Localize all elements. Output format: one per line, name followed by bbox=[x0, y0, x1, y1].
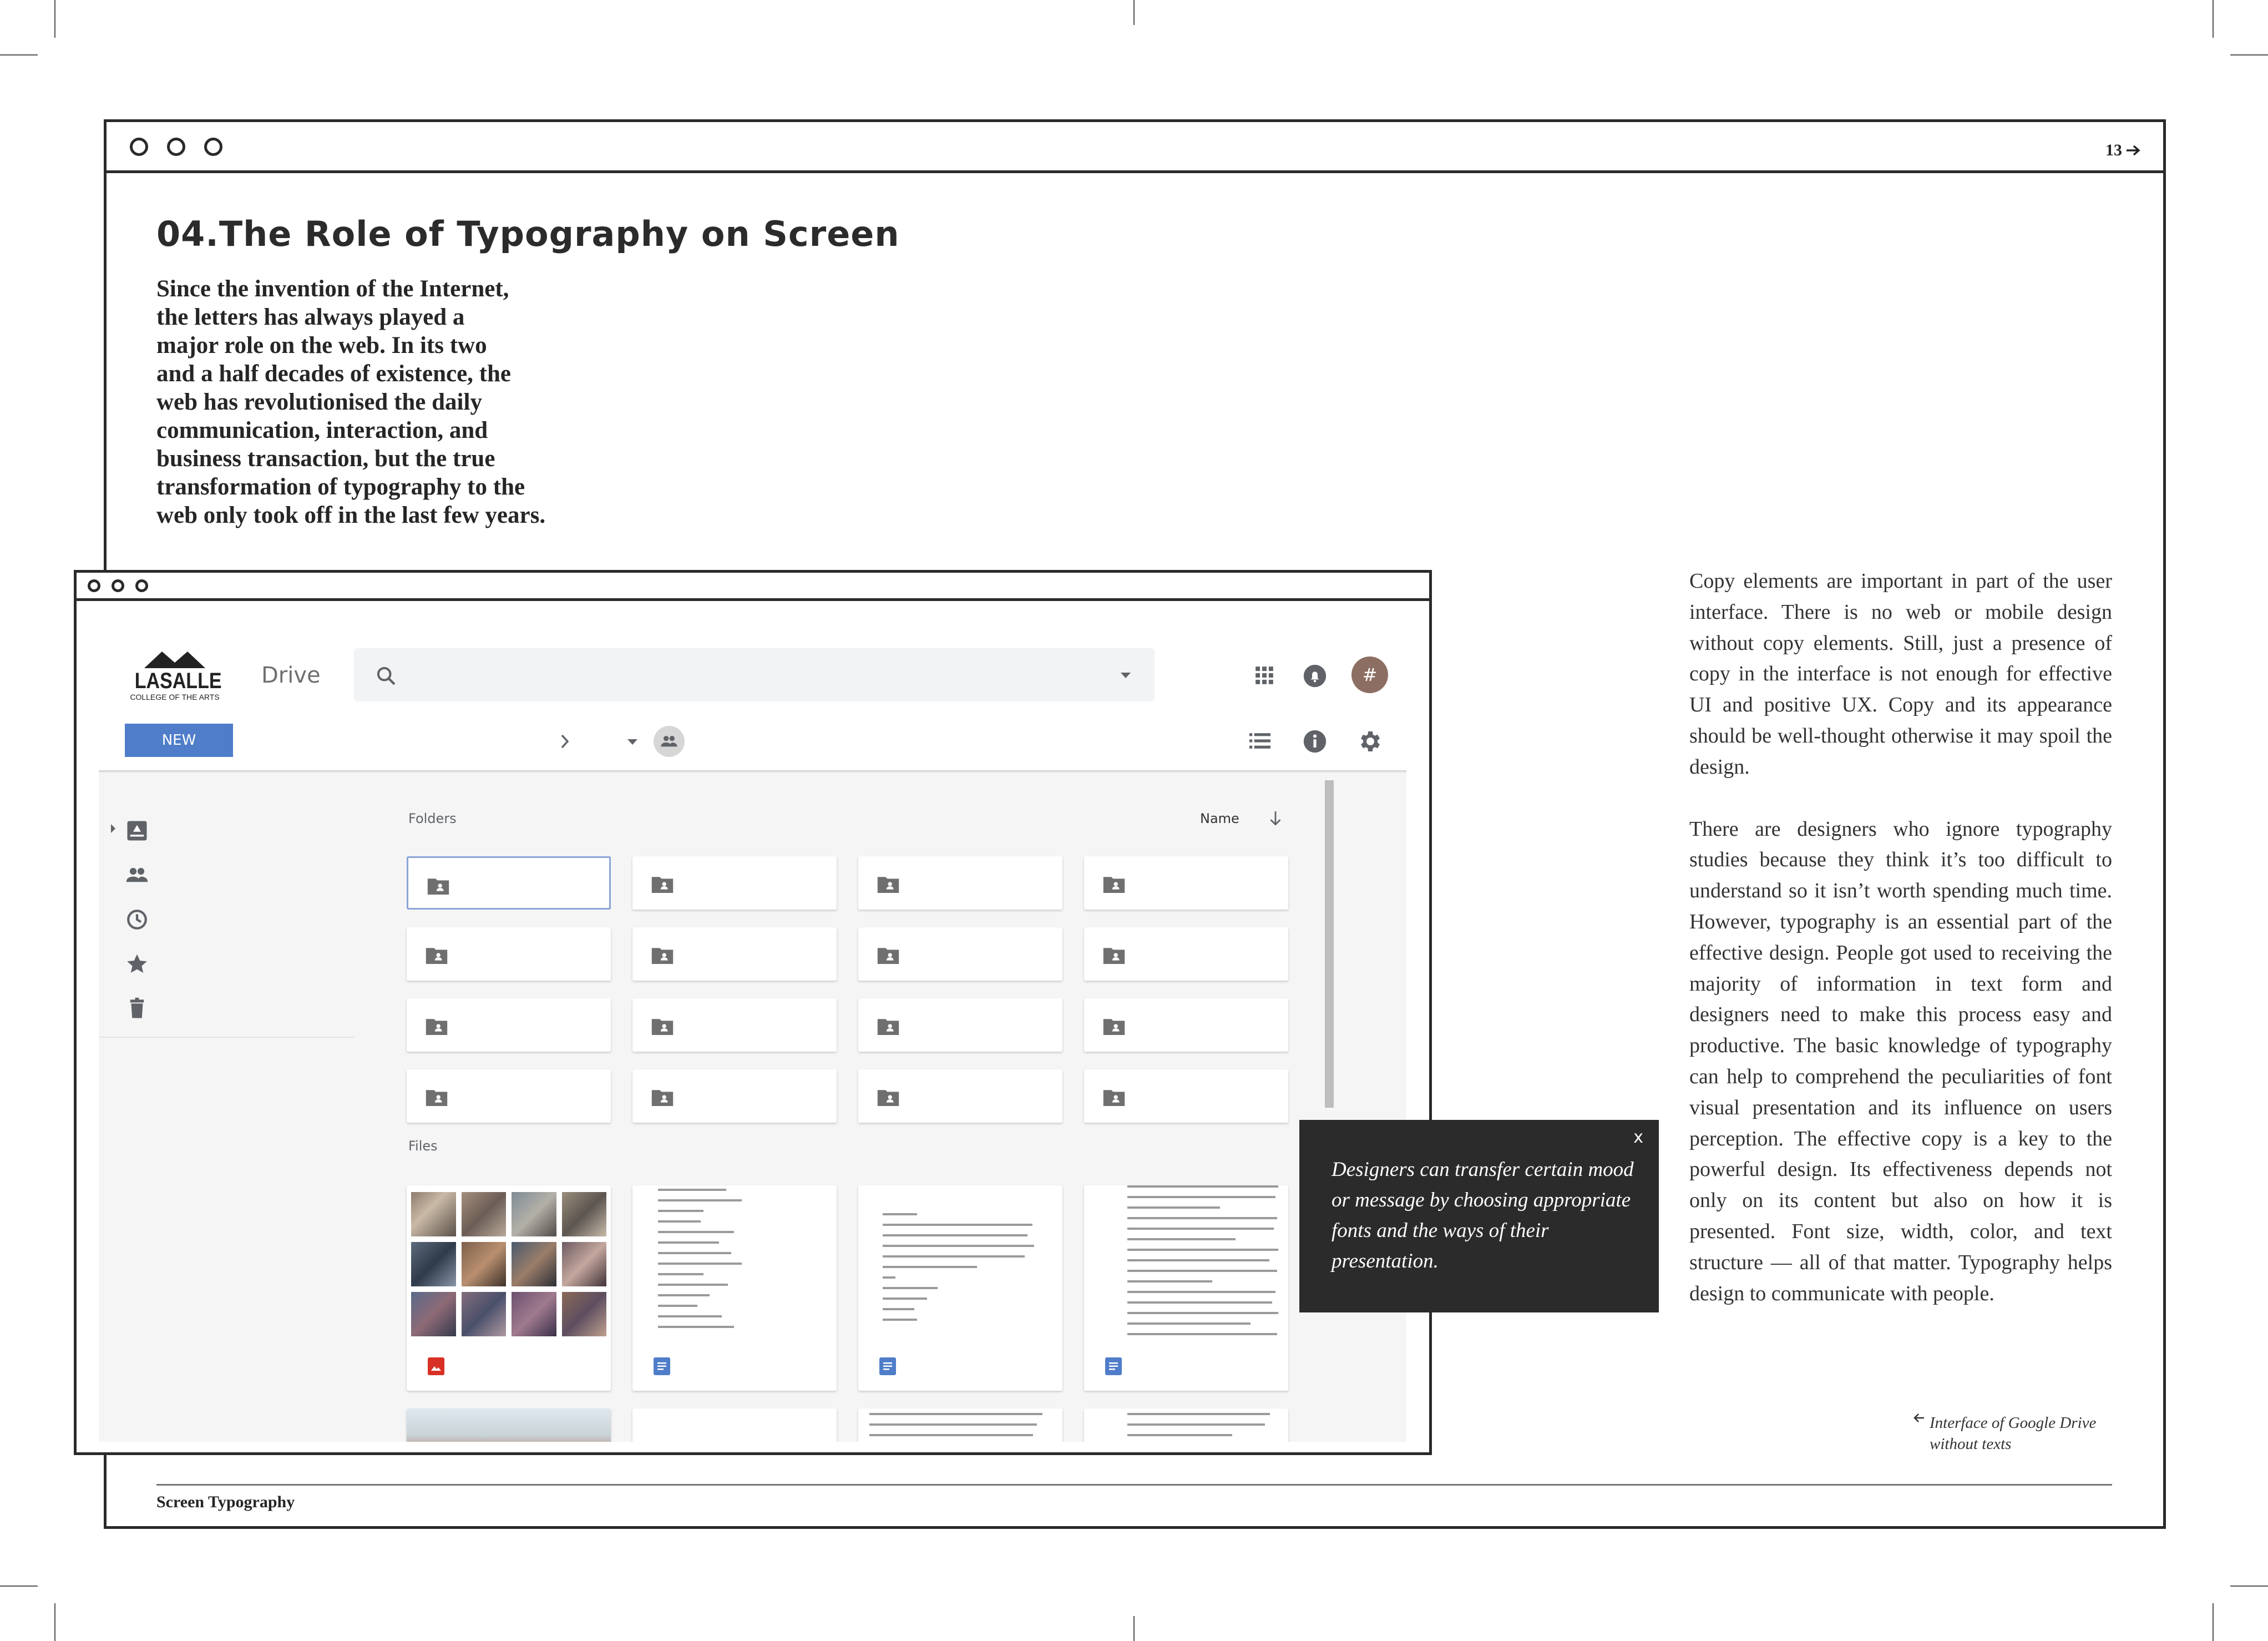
shared-folder-icon bbox=[651, 1017, 674, 1035]
shared-folder-icon bbox=[426, 946, 448, 964]
file-card-image[interactable] bbox=[407, 1185, 611, 1391]
lead-line: web has revolutionised the daily bbox=[156, 389, 482, 415]
recent-clock-icon[interactable] bbox=[125, 908, 149, 931]
folder-card[interactable] bbox=[632, 927, 837, 981]
folder-card[interactable] bbox=[407, 998, 611, 1052]
list-view-icon[interactable] bbox=[1248, 730, 1272, 751]
photo-thumb bbox=[462, 1192, 507, 1236]
crop-mark bbox=[2230, 54, 2268, 55]
arrow-right-icon bbox=[2125, 144, 2141, 157]
tooltip-close-button[interactable]: x bbox=[1633, 1128, 1643, 1147]
shared-folder-icon bbox=[426, 1017, 448, 1035]
photo-thumb bbox=[562, 1192, 607, 1236]
crop-mark bbox=[1133, 0, 1135, 25]
shared-folder-icon bbox=[877, 875, 899, 893]
shared-folder-icon bbox=[651, 875, 674, 893]
people-icon bbox=[660, 733, 679, 750]
screenshot-titlebar bbox=[77, 573, 1429, 601]
folder-card[interactable] bbox=[858, 998, 1062, 1052]
lead-paragraph bbox=[156, 275, 578, 529]
footer-rule bbox=[156, 1484, 2112, 1486]
folders-label: Folders bbox=[408, 811, 457, 826]
shared-folder-icon bbox=[1103, 1017, 1125, 1035]
folder-card[interactable] bbox=[1084, 927, 1288, 981]
photo-thumb bbox=[562, 1292, 607, 1336]
body-paragraph: Copy elements are important in part of the user interface. There is no web or mobile design without copy elements. Still, just a presence of copy in the interface is not enough for effective UI and positive UX. Copy and its appearance should be well-thought otherwise it may spoil the design. bbox=[1689, 569, 2112, 779]
page-title: 04.The Role of Typography on Screen bbox=[156, 214, 900, 254]
photo-thumb bbox=[407, 1408, 611, 1442]
lead-line: Since the invention of the Internet, bbox=[156, 276, 509, 302]
figure-caption bbox=[1930, 1412, 2096, 1455]
settings-gear-icon[interactable] bbox=[1356, 728, 1383, 755]
doc-file-icon bbox=[879, 1357, 896, 1375]
shared-people-icon[interactable] bbox=[654, 726, 685, 757]
doc-text-preview bbox=[858, 1185, 1062, 1341]
quote-tooltip bbox=[1299, 1120, 1659, 1312]
folder-card[interactable] bbox=[858, 856, 1062, 910]
file-card-doc[interactable] bbox=[858, 1408, 1062, 1442]
shared-folder-icon bbox=[651, 1088, 674, 1106]
image-glyph-icon bbox=[428, 1357, 444, 1375]
lead-line: business transaction, but the true bbox=[156, 446, 495, 472]
tooltip-text: Designers can transfer certain mood or message by choosing appropriate fonts and the ways of their presentation. bbox=[1332, 1158, 1634, 1273]
folder-card[interactable] bbox=[407, 927, 611, 981]
shared-folder-icon bbox=[651, 946, 674, 964]
lead-line: web only took off in the last few years. bbox=[156, 502, 546, 528]
shared-folder-icon bbox=[1103, 875, 1125, 893]
doc-file-icon bbox=[1105, 1357, 1122, 1375]
lead-line: and a half decades of existence, the bbox=[156, 361, 511, 387]
search-bar[interactable] bbox=[354, 648, 1155, 701]
window-dot bbox=[204, 138, 222, 156]
folder-card[interactable] bbox=[407, 1069, 611, 1123]
files-label: Files bbox=[408, 1138, 438, 1154]
caption-line: Interface of Google Drive bbox=[1930, 1414, 2097, 1432]
doc-lines-icon bbox=[879, 1357, 896, 1375]
shared-with-me-icon[interactable] bbox=[125, 864, 149, 887]
nav-divider bbox=[99, 1037, 354, 1038]
folder-card[interactable] bbox=[1084, 998, 1288, 1052]
photo-thumb bbox=[512, 1242, 556, 1286]
lead-line: major role on the web. In its two bbox=[156, 332, 487, 359]
lasalle-logo[interactable] bbox=[128, 649, 222, 710]
page-number bbox=[2105, 141, 2141, 160]
photo-thumb bbox=[512, 1192, 556, 1236]
doc-text-preview bbox=[1084, 1185, 1288, 1341]
lead-line: communication, interaction, and bbox=[156, 417, 488, 443]
crop-mark bbox=[2213, 0, 2214, 38]
new-button[interactable]: NEW bbox=[125, 724, 233, 757]
apps-grid-icon[interactable] bbox=[1254, 665, 1275, 686]
shared-folder-icon bbox=[877, 1017, 899, 1035]
crop-mark bbox=[2213, 1603, 2214, 1641]
image-file-icon bbox=[428, 1357, 444, 1375]
photo-thumb bbox=[562, 1242, 607, 1286]
window-dot bbox=[167, 138, 185, 156]
crop-mark bbox=[2230, 1586, 2268, 1587]
folder-card[interactable] bbox=[407, 856, 611, 910]
photo-collage-preview bbox=[407, 1185, 611, 1341]
crop-mark bbox=[0, 54, 38, 55]
lead-line: transformation of typography to the bbox=[156, 474, 525, 500]
folder-card[interactable] bbox=[1084, 1069, 1288, 1123]
folder-card[interactable] bbox=[858, 1069, 1062, 1123]
file-card-doc[interactable] bbox=[632, 1185, 837, 1391]
avatar-letter: # bbox=[1362, 664, 1378, 685]
folder-card[interactable] bbox=[632, 998, 837, 1052]
doc-lines-icon bbox=[1105, 1357, 1122, 1375]
window-dot bbox=[130, 138, 148, 156]
window-dot bbox=[135, 579, 148, 592]
logo-subtitle: COLLEGE OF THE ARTS bbox=[130, 693, 220, 701]
page-number-text: 13 bbox=[2105, 141, 2122, 159]
folder-card[interactable] bbox=[632, 1069, 837, 1123]
photo-thumb bbox=[411, 1242, 456, 1286]
info-icon[interactable] bbox=[1303, 729, 1327, 754]
doc-text-preview bbox=[1084, 1408, 1288, 1436]
shared-folder-icon bbox=[877, 946, 899, 964]
caption-line: without texts bbox=[1930, 1435, 2012, 1453]
shared-folder-icon bbox=[426, 1088, 448, 1106]
doc-text-preview bbox=[632, 1185, 837, 1341]
file-card-doc[interactable] bbox=[858, 1185, 1062, 1391]
folder-card[interactable] bbox=[858, 927, 1062, 981]
expand-arrow-icon[interactable] bbox=[110, 823, 117, 834]
file-card-doc[interactable] bbox=[632, 1408, 837, 1442]
search-icon bbox=[375, 665, 397, 687]
starred-icon[interactable] bbox=[125, 952, 149, 976]
doc-file-icon bbox=[654, 1357, 670, 1375]
dropdown-arrow-icon[interactable] bbox=[1120, 671, 1132, 679]
app-name: Drive bbox=[261, 663, 321, 688]
file-card-image[interactable] bbox=[407, 1408, 611, 1442]
account-avatar[interactable] bbox=[1351, 657, 1388, 693]
drive-interface bbox=[99, 604, 1406, 1442]
logo-wordmark: LASALLE bbox=[134, 669, 222, 693]
shared-folder-icon bbox=[1103, 946, 1125, 964]
shared-folder-icon bbox=[427, 877, 449, 895]
photo-thumb bbox=[462, 1292, 507, 1336]
arrow-left-icon bbox=[1913, 1412, 1925, 1423]
photo-thumb bbox=[411, 1192, 456, 1236]
my-drive-icon[interactable] bbox=[125, 819, 149, 842]
sort-by-name[interactable]: Name bbox=[1200, 811, 1239, 826]
crop-mark bbox=[54, 0, 55, 38]
chevron-right-icon[interactable] bbox=[559, 733, 570, 750]
photo-thumb bbox=[462, 1242, 507, 1286]
folder-card[interactable] bbox=[1084, 856, 1288, 910]
crop-mark bbox=[1133, 1616, 1135, 1641]
sort-arrow-down-icon[interactable] bbox=[1268, 810, 1283, 827]
toolbar-shadow bbox=[99, 770, 1406, 773]
doc-lines-icon bbox=[654, 1357, 670, 1375]
notifications-icon[interactable] bbox=[1303, 664, 1327, 688]
folder-card[interactable] bbox=[632, 856, 837, 910]
shared-folder-icon bbox=[1103, 1088, 1125, 1106]
dropdown-arrow-icon[interactable] bbox=[626, 738, 639, 746]
trash-icon[interactable] bbox=[125, 997, 149, 1020]
lead-line: the letters has always played a bbox=[156, 304, 465, 330]
window-dot bbox=[88, 579, 100, 592]
body-text bbox=[1689, 566, 2112, 1340]
shared-folder-icon bbox=[877, 1088, 899, 1106]
photo-thumb bbox=[512, 1292, 556, 1336]
crop-mark bbox=[0, 1586, 38, 1587]
photo-thumb bbox=[411, 1292, 456, 1336]
file-card-doc[interactable] bbox=[1084, 1185, 1288, 1391]
content-scrollbar[interactable] bbox=[1325, 780, 1334, 1108]
window-dot bbox=[112, 579, 124, 592]
drive-screenshot-window bbox=[74, 570, 1432, 1455]
frame-titlebar bbox=[107, 122, 2163, 173]
doc-text-preview bbox=[858, 1408, 1062, 1436]
crop-mark bbox=[54, 1603, 55, 1641]
logo-roof-icon bbox=[142, 649, 207, 669]
body-paragraph: There are designers who ignore typography studies because they think it’s too difficult to understand so it isn’t worth spending much time. However, typography is an essential part of the effective design. People got used to receiving the majority of information in text form and designers need to make this process easy and productive. The basic knowledge of typography can help to comprehend the peculiarities of font visual presentation and its influence on users perception. The effective copy is a key to the powerful design. Its effectiveness depends not only on its content but also on how it is presented. Font size, width, color, and text structure — all of that matter. Typography helps design to communicate with people. bbox=[1689, 817, 2112, 1305]
file-card-doc[interactable] bbox=[1084, 1408, 1288, 1442]
running-footer: Screen Typography bbox=[156, 1493, 295, 1511]
